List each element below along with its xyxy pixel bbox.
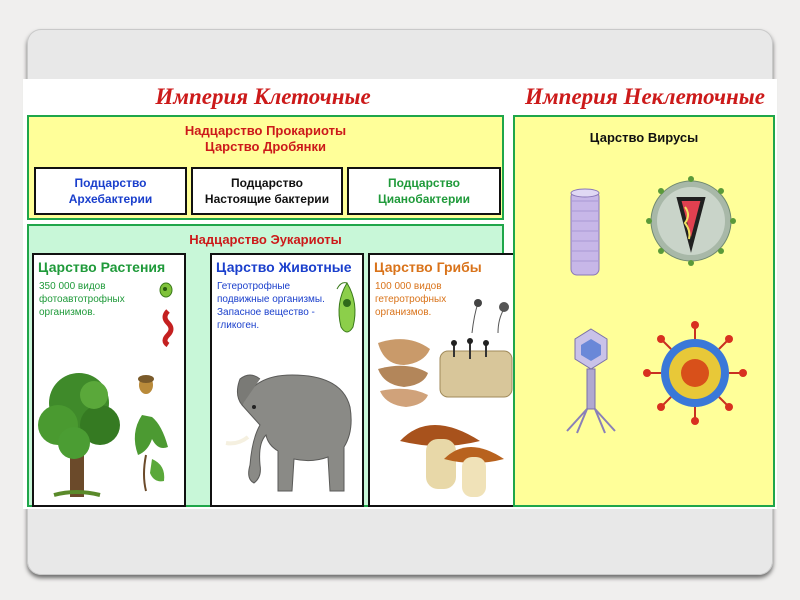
subkingdom-name: Цианобактерии [377,192,471,206]
viruses-box [513,115,775,507]
kingdom-fungi [368,253,521,507]
algae-icon [158,281,178,347]
subkingdom-archaebacteria [34,167,187,215]
kingdom-title: Царство Животные [216,259,352,275]
kingdom-plants [32,253,186,507]
elephant-icon [212,345,362,505]
kingdom-animals [210,253,364,507]
mushroom-icon [370,329,520,505]
subkingdom-label: Подцарство [230,176,304,190]
drobyanki-title: Царство Дробянки [204,139,327,154]
subkingdom-name: Настоящие бактерии [204,192,330,206]
subkingdom-true-bacteria [191,167,343,215]
bacteriophage-icon [559,325,623,435]
kingdom-title: Царство Растения [38,259,166,275]
prokaryotes-box [27,115,504,220]
empire-cellular-title: Империя Клеточные [155,84,371,109]
kingdom-description: 350 000 видов фотоавтотрофных организмов. [39,281,125,318]
classification-diagram [23,79,777,509]
adenovirus-icon [643,321,747,425]
hiv-virus-icon [645,175,737,267]
subkingdom-label: Подцарство [387,176,461,190]
empire-noncellular-title: Империя Неклеточные [525,84,765,109]
oak-tree-icon [34,355,184,505]
subkingdom-label: Подцарство [74,176,147,190]
eukaryotes-title: Надцарство Эукариоты [189,232,342,247]
viruses-title: Царство Вирусы [589,130,699,145]
kingdom-description: Гетеротрофные подвижные организмы. Запасное вещество - гликоген. [217,281,325,331]
subkingdom-cyanobacteria [347,167,501,215]
tobacco-mosaic-virus-icon [567,187,603,279]
euglena-icon [334,281,360,339]
prokaryotes-title: Надцарство Прокариоты [184,123,347,138]
kingdom-title: Царство Грибы [374,259,482,275]
subkingdom-name: Архебактерии [68,192,153,206]
kingdom-description: 100 000 видов гетеротрофных организмов. [375,281,447,318]
